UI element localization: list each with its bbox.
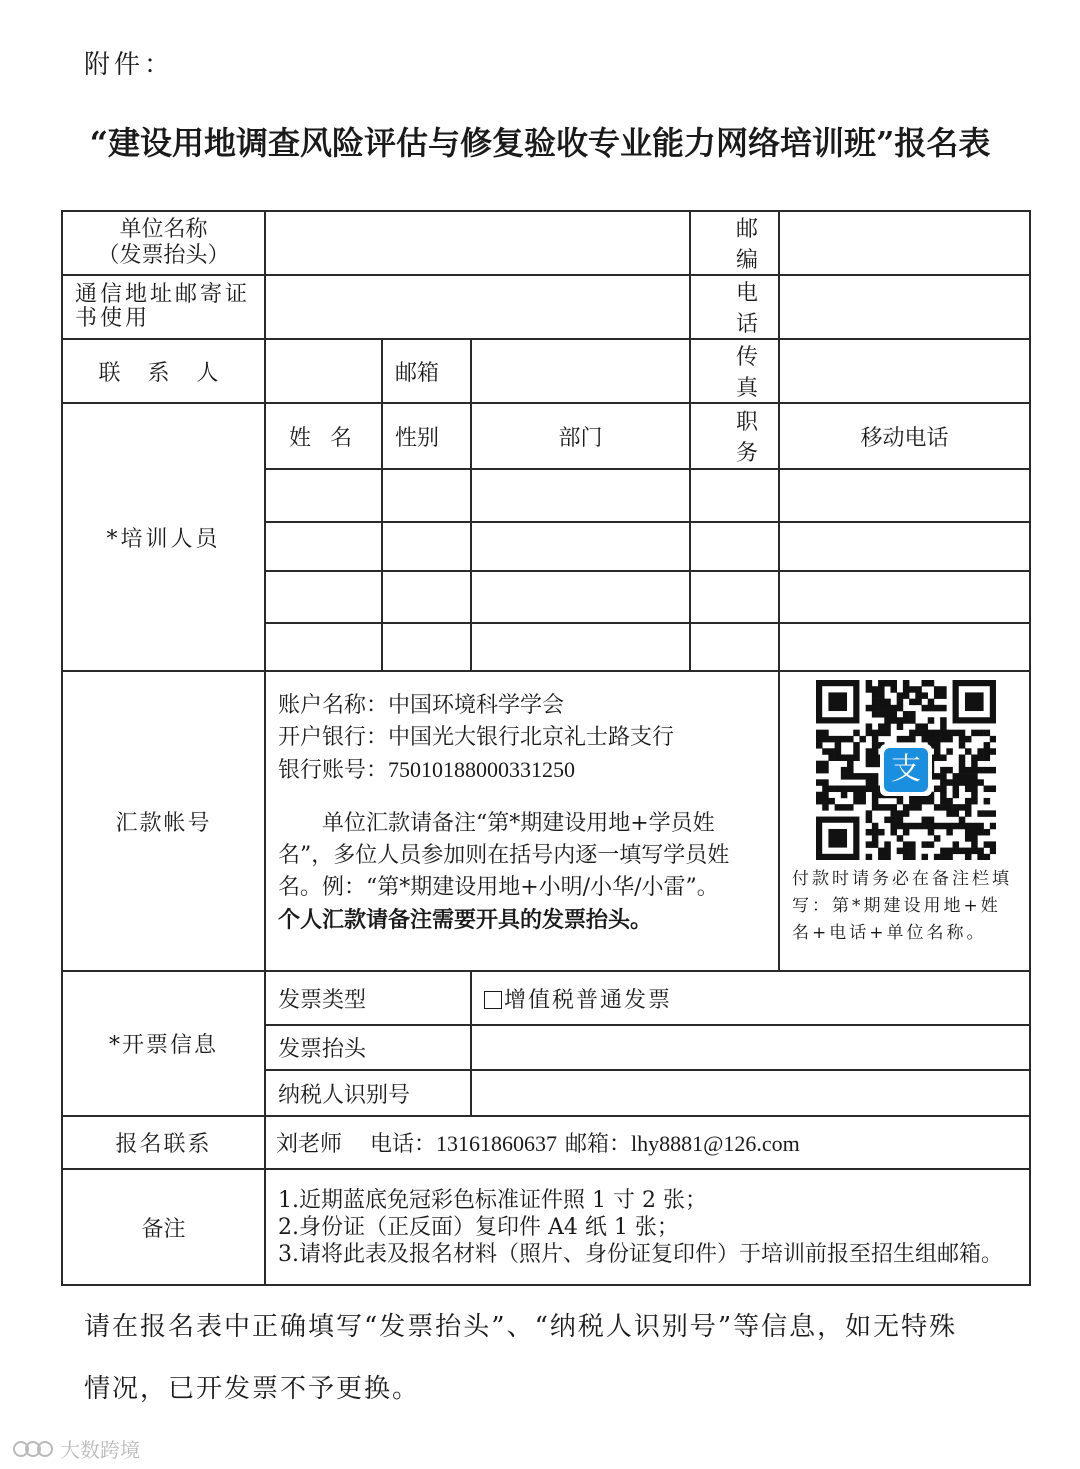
phone-label: 电话 <box>690 275 779 339</box>
contact-email: 邮箱：lhy8881@126.com <box>565 1131 800 1156</box>
account-name: 账户名称：中国环境科学学会 <box>278 693 565 718</box>
col-name-header: 姓 名 <box>265 403 382 469</box>
trainee-cell[interactable] <box>382 623 471 671</box>
fax-label: 传真 <box>690 339 779 403</box>
col-gender-header: 性别 <box>382 403 471 469</box>
trainee-cell[interactable] <box>265 571 382 623</box>
taxpayer-id-label: 纳税人识别号 <box>265 1070 471 1116</box>
unit-name-label: 单位名称 （发票抬头） <box>62 211 265 275</box>
attachment-label: 附件： <box>84 50 175 80</box>
postcode-field[interactable] <box>779 211 1030 275</box>
email-label: 邮箱 <box>382 339 471 403</box>
trainee-cell[interactable] <box>779 571 1030 623</box>
trainee-cell[interactable] <box>382 571 471 623</box>
bank-name: 开户银行：中国光大银行北京礼士路支行 <box>278 725 675 750</box>
trainee-cell[interactable] <box>779 522 1030 571</box>
watermark-logo-icon <box>12 1438 54 1460</box>
invoice-title-label: 发票抬头 <box>265 1025 471 1070</box>
fax-field[interactable] <box>779 339 1030 403</box>
trainee-cell[interactable] <box>690 522 779 571</box>
account-info <box>265 671 779 971</box>
email-field[interactable] <box>471 339 690 403</box>
account-number: 银行账号：75010188000331250 <box>278 757 576 782</box>
taxpayer-id-field[interactable] <box>471 1070 1030 1116</box>
trainee-cell[interactable] <box>265 522 382 571</box>
trainee-cell[interactable] <box>265 469 382 522</box>
col-department-header: 部门 <box>471 403 690 469</box>
alipay-qr-code <box>816 680 996 860</box>
col-mobile-header: 移动电话 <box>779 403 1030 469</box>
invoice-type-option[interactable]: 增值税普通发票 <box>471 971 1030 1025</box>
phone-field[interactable] <box>779 275 1030 339</box>
col-position-header: 职务 <box>690 403 779 469</box>
invoice-type-label: 发票类型 <box>265 971 471 1025</box>
postcode-label: 邮编 <box>690 211 779 275</box>
address-label: 通信地址邮寄证 书使用 <box>62 275 265 339</box>
trainee-cell[interactable] <box>471 571 690 623</box>
checkbox-icon[interactable] <box>484 991 502 1009</box>
qr-caption: 付款时请务必在备注栏填写：第*期建设用地+姓名+电话+单位名称。 <box>792 869 1013 943</box>
svg-text:支: 支 <box>890 752 921 787</box>
remittance-note: 单位汇款请备注“第*期建设用地+学员姓 名”，多位人员参加则在括号内逐一填写学员姓 名。例：“第*期建设用地+小明/小华/小雷”。 个人汇款请备注需要开具的发票抬头。 <box>278 811 730 933</box>
registration-contact-label: 报名联系 <box>62 1116 265 1169</box>
note-item: 1.近期蓝底免冠彩色标准证件照 1 寸 2 张； <box>278 1187 707 1213</box>
registration-form <box>61 210 1031 1286</box>
form-title: “建设用地调查风险评估与修复验收专业能力网络培训班”报名表 <box>89 124 991 162</box>
trainee-cell[interactable] <box>690 571 779 623</box>
trainee-cell[interactable] <box>779 469 1030 522</box>
contact-person-field[interactable] <box>265 339 382 403</box>
watermark: 大数跨境 <box>12 1434 140 1463</box>
contact-person-label: 联 系 人 <box>62 339 265 403</box>
trainee-cell[interactable] <box>265 623 382 671</box>
registration-contact-info <box>265 1116 1030 1169</box>
unit-name-field[interactable] <box>265 211 690 275</box>
trainee-cell[interactable] <box>779 623 1030 671</box>
trainee-cell[interactable] <box>690 623 779 671</box>
qr-code-panel <box>779 671 1030 971</box>
note-item: 3.请将此表及报名材料（照片、身份证复印件）于培训前报至招生组邮箱。 <box>278 1241 1003 1267</box>
trainee-cell[interactable] <box>382 522 471 571</box>
invoice-info-label: *开票信息 <box>62 971 265 1116</box>
remittance-label: 汇款帐号 <box>62 671 265 971</box>
notes-label: 备注 <box>62 1169 265 1285</box>
trainees-label: *培训人员 <box>62 403 265 671</box>
address-field[interactable] <box>265 275 690 339</box>
trainee-cell[interactable] <box>471 623 690 671</box>
contact-phone: 电话：13161860637 <box>370 1131 558 1156</box>
trainee-cell[interactable] <box>690 469 779 522</box>
qr-code-icon <box>816 680 996 860</box>
invoice-title-field[interactable] <box>471 1025 1030 1070</box>
footer-note: 请在报名表中正确填写“发票抬头”、“纳税人识别号”等信息，如无特殊 情况，已开发票不予更换。 <box>84 1312 958 1404</box>
trainee-cell[interactable] <box>471 469 690 522</box>
trainee-cell[interactable] <box>382 469 471 522</box>
trainee-cell[interactable] <box>471 522 690 571</box>
contact-name: 刘老师 <box>276 1131 343 1156</box>
notes-list <box>265 1169 1030 1285</box>
note-item: 2.身份证（正反面）复印件 A4 纸 1 张； <box>278 1214 679 1240</box>
